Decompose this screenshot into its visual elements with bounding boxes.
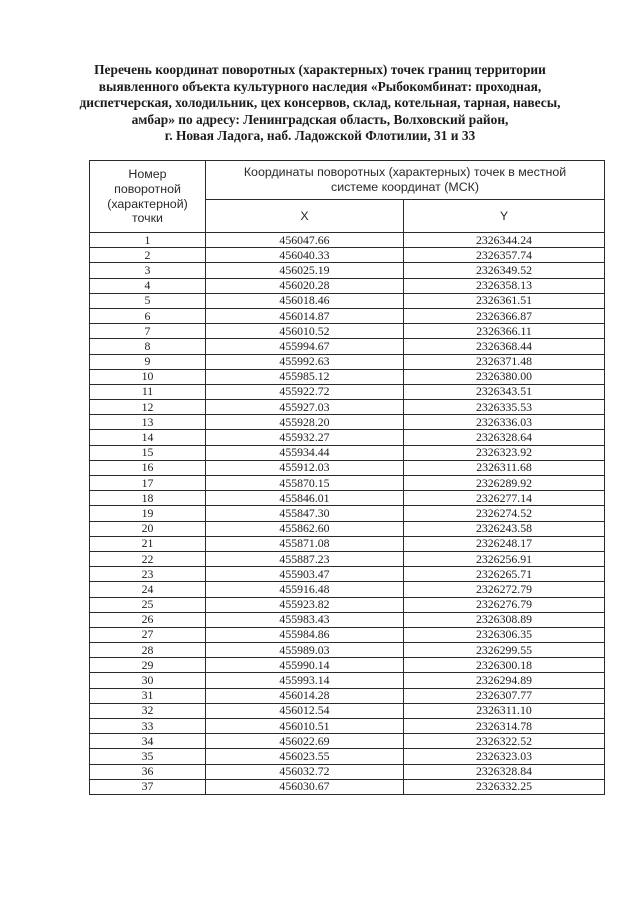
table-row [90,673,605,688]
x-coordinate-cell: 456010.52 [206,324,404,339]
table-row [90,582,605,597]
x-coordinate-cell: 455846.01 [206,491,404,506]
table-row [90,506,605,521]
header-text-line: точки [132,211,163,226]
table-row [90,551,605,566]
x-coordinate-cell: 455992.63 [206,354,404,369]
y-coordinate-cell: 2326323.03 [404,749,605,764]
y-coordinate-cell: 2326300.18 [404,658,605,673]
point-number-cell: 9 [90,354,206,369]
y-coordinate-cell: 2326343.51 [404,384,605,399]
x-coordinate-cell: 456014.87 [206,308,404,323]
table-row [90,703,605,718]
title-line: диспетчерская, холодильник, цех консервов, склад, котельная, тарная, навесы, [79,95,561,111]
table-row [90,779,605,794]
table-row [90,445,605,460]
point-number-cell: 20 [90,521,206,536]
x-coordinate-cell: 455932.27 [206,430,404,445]
table-row [90,278,605,293]
point-number-cell: 3 [90,263,206,278]
header-text-line: (характерной) [107,196,188,211]
table-row [90,688,605,703]
x-coordinate-cell: 455993.14 [206,673,404,688]
coordinates-table [89,160,605,795]
x-coordinate-cell: 456012.54 [206,703,404,718]
x-coordinate-cell: 456023.55 [206,749,404,764]
point-number-cell: 13 [90,415,206,430]
y-coordinate-cell: 2326306.35 [404,627,605,642]
table-row [90,491,605,506]
y-coordinate-cell: 2326311.10 [404,703,605,718]
point-number-cell: 11 [90,384,206,399]
table-body [90,233,605,795]
title-line: г. Новая Ладога, наб. Ладожской Флотилии, 31 и 33 [164,128,476,144]
x-coordinate-cell: 455984.86 [206,627,404,642]
y-coordinate-cell: 2326328.64 [404,430,605,445]
table-row [90,597,605,612]
table-row [90,430,605,445]
table-row [90,719,605,734]
x-coordinate-cell: 455922.72 [206,384,404,399]
point-number-cell: 12 [90,400,206,415]
point-number-cell: 26 [90,612,206,627]
point-number-cell: 5 [90,293,206,308]
x-coordinate-cell: 455928.20 [206,415,404,430]
table-header [90,161,605,233]
header-text-line: Номер [128,167,167,182]
y-coordinate-cell: 2326368.44 [404,339,605,354]
x-coordinate-cell: 455989.03 [206,643,404,658]
y-coordinate-cell: 2326335.53 [404,400,605,415]
x-coordinate-cell: 455847.30 [206,506,404,521]
y-coordinate-cell: 2326311.68 [404,460,605,475]
x-coordinate-cell: 456025.19 [206,263,404,278]
table-row [90,612,605,627]
table-row [90,567,605,582]
table-row [90,339,605,354]
table-row [90,384,605,399]
point-number-cell: 25 [90,597,206,612]
x-coordinate-cell: 455983.43 [206,612,404,627]
y-coordinate-cell: 2326344.24 [404,233,605,248]
point-number-cell: 16 [90,460,206,475]
table-row [90,400,605,415]
x-coordinate-cell: 456030.67 [206,779,404,794]
y-coordinate-cell: 2326277.14 [404,491,605,506]
point-number-cell: 30 [90,673,206,688]
x-coordinate-cell: 455912.03 [206,460,404,475]
y-coordinate-cell: 2326357.74 [404,248,605,263]
x-coordinate-cell: 456014.28 [206,688,404,703]
x-coordinate-cell: 455916.48 [206,582,404,597]
table-row [90,248,605,263]
document-title [60,62,580,145]
y-column-header: Y [404,200,605,233]
x-coordinate-cell: 455870.15 [206,476,404,491]
y-coordinate-cell: 2326307.77 [404,688,605,703]
table-row [90,293,605,308]
header-text-line: Координаты поворотных (характерных) точек в местной [243,165,567,180]
point-number-cell: 22 [90,551,206,566]
point-number-cell: 18 [90,491,206,506]
y-coordinate-cell: 2326248.17 [404,536,605,551]
table-row [90,324,605,339]
point-number-cell: 10 [90,369,206,384]
y-coordinate-cell: 2326332.25 [404,779,605,794]
coordinates-header [206,161,605,200]
table-row [90,536,605,551]
y-coordinate-cell: 2326366.87 [404,308,605,323]
x-coordinate-cell: 455923.82 [206,597,404,612]
y-coordinate-cell: 2326289.92 [404,476,605,491]
point-number-cell: 15 [90,445,206,460]
x-coordinate-cell: 456022.69 [206,734,404,749]
table-row [90,643,605,658]
table-row [90,415,605,430]
table-row [90,369,605,384]
table-row [90,354,605,369]
y-coordinate-cell: 2326265.71 [404,567,605,582]
point-number-cell: 34 [90,734,206,749]
title-line: выявленного объекта культурного наследия «Рыбокомбинат: проходная, [98,78,542,94]
table-row [90,263,605,278]
y-coordinate-cell: 2326358.13 [404,278,605,293]
table-row [90,476,605,491]
point-number-cell: 1 [90,233,206,248]
x-coordinate-cell: 455990.14 [206,658,404,673]
y-coordinate-cell: 2326299.55 [404,643,605,658]
table-row [90,233,605,248]
point-number-cell: 19 [90,506,206,521]
point-number-cell: 37 [90,779,206,794]
table-row [90,627,605,642]
y-coordinate-cell: 2326380.00 [404,369,605,384]
table-row [90,749,605,764]
y-coordinate-cell: 2326256.91 [404,551,605,566]
x-coordinate-cell: 455994.67 [206,339,404,354]
x-coordinate-cell: 455985.12 [206,369,404,384]
x-coordinate-cell: 456010.51 [206,719,404,734]
y-coordinate-cell: 2326294.89 [404,673,605,688]
point-number-cell: 4 [90,278,206,293]
y-coordinate-cell: 2326328.84 [404,764,605,779]
point-number-cell: 8 [90,339,206,354]
table-row [90,658,605,673]
x-coordinate-cell: 455927.03 [206,400,404,415]
point-number-cell: 23 [90,567,206,582]
point-number-cell: 33 [90,719,206,734]
title-line: Перечень координат поворотных (характерных) точек границ территории [94,62,546,77]
y-coordinate-cell: 2326361.51 [404,293,605,308]
y-coordinate-cell: 2326276.79 [404,597,605,612]
point-number-cell: 28 [90,643,206,658]
point-number-cell: 6 [90,308,206,323]
point-number-cell: 14 [90,430,206,445]
table-row [90,521,605,536]
x-coordinate-cell: 456047.66 [206,233,404,248]
y-coordinate-cell: 2326314.78 [404,719,605,734]
x-coordinate-cell: 456020.28 [206,278,404,293]
y-coordinate-cell: 2326323.92 [404,445,605,460]
y-coordinate-cell: 2326322.52 [404,734,605,749]
y-coordinate-cell: 2326272.79 [404,582,605,597]
point-number-cell: 29 [90,658,206,673]
table-row [90,734,605,749]
point-number-cell: 2 [90,248,206,263]
point-number-cell: 31 [90,688,206,703]
x-column-header: X [206,200,404,233]
x-coordinate-cell: 456032.72 [206,764,404,779]
y-coordinate-cell: 2326371.48 [404,354,605,369]
y-coordinate-cell: 2326366.11 [404,324,605,339]
header-text-line: системе координат (МСК) [331,180,480,194]
point-number-cell: 35 [90,749,206,764]
point-number-cell: 24 [90,582,206,597]
table-row [90,460,605,475]
table-row [90,308,605,323]
y-coordinate-cell: 2326349.52 [404,263,605,278]
y-coordinate-cell: 2326274.52 [404,506,605,521]
y-coordinate-cell: 2326336.03 [404,415,605,430]
point-number-header [90,161,206,233]
x-coordinate-cell: 455903.47 [206,567,404,582]
x-coordinate-cell: 455934.44 [206,445,404,460]
point-number-cell: 27 [90,627,206,642]
point-number-cell: 36 [90,764,206,779]
x-coordinate-cell: 455871.08 [206,536,404,551]
y-coordinate-cell: 2326308.89 [404,612,605,627]
point-number-cell: 7 [90,324,206,339]
x-coordinate-cell: 455862.60 [206,521,404,536]
point-number-cell: 21 [90,536,206,551]
header-text-line: поворотной [114,181,181,196]
title-line: амбар» по адресу: Ленинградская область, Волховский район, [131,111,509,127]
header-row [90,161,605,200]
x-coordinate-cell: 455887.23 [206,551,404,566]
point-number-cell: 17 [90,476,206,491]
point-number-cell: 32 [90,703,206,718]
table-row [90,764,605,779]
y-coordinate-cell: 2326243.58 [404,521,605,536]
x-coordinate-cell: 456018.46 [206,293,404,308]
x-coordinate-cell: 456040.33 [206,248,404,263]
